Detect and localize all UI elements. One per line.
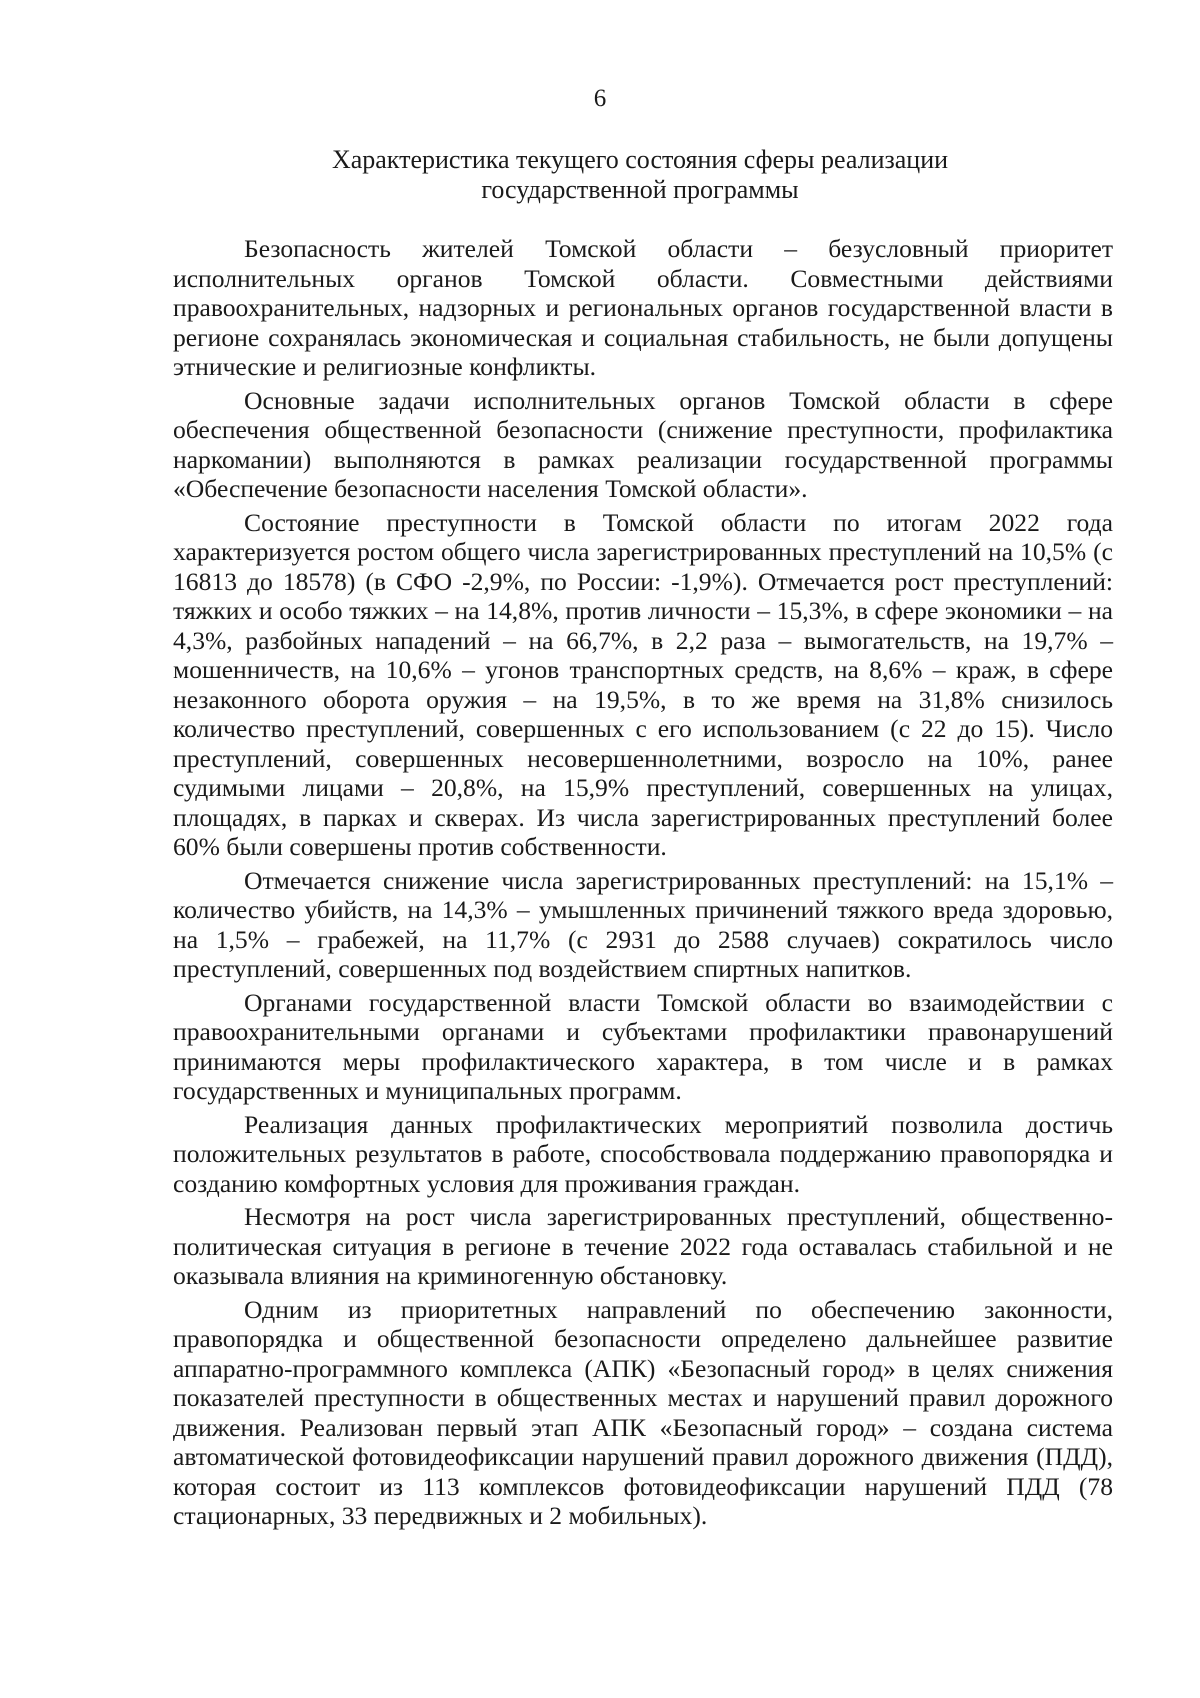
paragraph: Реализация данных профилактических мероприятий позволила достичь положительных результатов в работе, способствовала поддержанию правопорядка и созданию комфортных условия для проживания граждан. xyxy=(173,1109,1113,1198)
paragraph: Состояние преступности в Томской области по итогам 2022 года характеризуется ростом общего числа зарегистрированных преступлений на 10,5% (с 16813 до 18578) (в СФО -2,9%, по России: -1,9%). Отмечается рост преступлений: тяжких и особо тяжких – на 14,8%, против личности – 15,3%, в сфере экономики – на 4,3%, разбойных нападений – на 66,7%, в 2,2 раза – вымогательств, на 19,7% – мошенничеств, на 10,6% – угонов транспортных средств, на 8,6% – краж, в сфере незаконного оборота оружия – на 19,5%, в то же время на 31,8% снизилось количество преступлений, совершенных с его использованием (с 22 до 15). Число преступлений, совершенных несовершеннолетними, возросло на 10%, ранее судимыми лицами – 20,8%, на 15,9% преступлений, совершенных на улицах, площадях, в парках и скверах. Из числа зарегистрированных преступлений более 60% были совершены против собственности. xyxy=(173,507,1113,861)
page-number: 6 xyxy=(593,85,607,112)
paragraph: Одним из приоритетных направлений по обеспечению законности, правопорядка и общественной безопасности определено дальнейшее развитие аппаратно-программного комплекса (АПК) «Безопасный город» в целях снижения показателей преступности в общественных местах и нарушений правил дорожного движения. Реализован первый этап АПК «Безопасный город» – создана система автоматической фотовидеофиксации нарушений правил дорожного движения (ПДД), которая состоит из 113 комплексов фотовидеофиксации нарушений ПДД (78 стационарных, 33 передвижных и 2 мобильных). xyxy=(173,1294,1113,1530)
section-title-line-1: Характеристика текущего состояния сферы реализации xyxy=(331,145,949,174)
paragraph: Несмотря на рост числа зарегистрированных преступлений, общественно-политическая ситуация в регионе в течение 2022 года оставалась стабильной и не оказывала влияния на криминогенную обстановку. xyxy=(173,1202,1113,1290)
paragraph: Безопасность жителей Томской области – безусловный приоритет исполнительных органов Томской области. Совместными действиями правоохранительных, надзорных и региональных органов государственной власти в регионе сохранялась экономическая и социальная стабильность, не были допущены этнические и религиозные конфликты. xyxy=(173,234,1113,381)
paragraph: Основные задачи исполнительных органов Томской области в сфере обеспечения общественной безопасности (снижение преступности, профилактика наркомании) выполняются в рамках реализации государственной программы «Обеспечение безопасности населения Томской области». xyxy=(173,385,1113,503)
section-title-line-2: государственной программы xyxy=(481,175,799,204)
paragraph: Отмечается снижение числа зарегистрированных преступлений: на 15,1% – количество убийств, на 14,3% – умышленных причинений тяжкого вреда здоровью, на 1,5% – грабежей, на 11,7% (с 2931 до 2588 случаев) сократилось число преступлений, совершенных под воздействием спиртных напитков. xyxy=(173,865,1113,983)
body-text xyxy=(173,234,1113,1535)
section-title xyxy=(200,145,1080,205)
paragraph: Органами государственной власти Томской области во взаимодействии с правоохранительными органами и субъектами профилактики правонарушений принимаются меры профилактического характера, в том числе и в рамках государственных и муниципальных программ. xyxy=(173,987,1113,1105)
